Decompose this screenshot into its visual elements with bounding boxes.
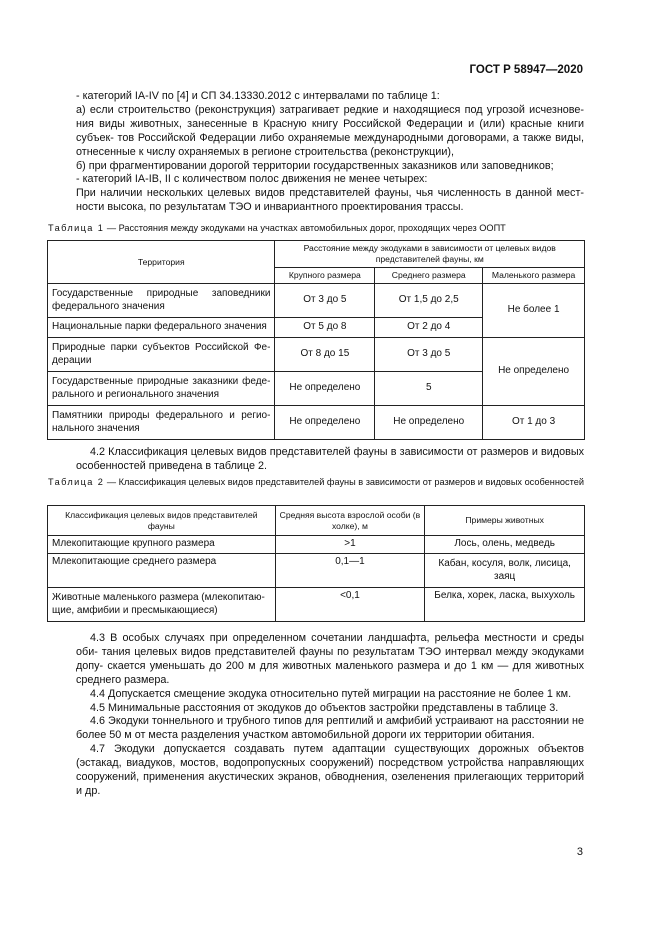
intro-paragraph-4: - категорий IA-IB, II с количеством полос движения не менее четырех: [76, 173, 428, 186]
table2-cell-examples: Белка, хорек, ласка, выхухоль [425, 588, 585, 622]
table2-cell-height: >1 [275, 536, 425, 554]
table1-cell-large: Не определено [275, 372, 375, 406]
table-row [48, 406, 585, 440]
table2-cell-height: <0,1 [275, 588, 425, 622]
table2-cell-height: 0,1—1 [275, 554, 425, 588]
table2-caption [48, 476, 584, 488]
table1-cell-medium: От 2 до 4 [375, 318, 483, 338]
table1-col-territory: Территория [48, 241, 275, 284]
table1-cell-small-merged: Не определено [483, 338, 585, 406]
section-4-4-text: 4.4 Допускается смещение экодука относительно путей миграции на расстояние не более 1 км. [90, 687, 572, 700]
table-row [48, 338, 585, 372]
sections-block [76, 632, 584, 799]
standard-header: ГОСТ Р 58947—2020 [469, 64, 583, 76]
table2-cell-examples: Лось, олень, медведь [425, 536, 585, 554]
table1-col-medium: Среднего размера [375, 268, 483, 284]
table1-cell-medium: 5 [375, 372, 483, 406]
table-2 [47, 505, 585, 622]
table1-cell-large: От 3 до 5 [275, 284, 375, 318]
table2-header-row [48, 506, 585, 536]
table2-cell-examples: Кабан, косуля, волк, лисица, заяц [425, 554, 585, 588]
table1-cell-medium: От 3 до 5 [375, 338, 483, 372]
section-4-3-text: 4.3 В особых случаях при определенном сочетании ландшафта, рельефа местности и среды оби- тания целевых видов представителей фауны по результатам ТЭО интервал между экодуками допу- скается уменьшать до 200 м для животных маленького размера и до 1 км — для животных среднего размера. [76, 632, 584, 686]
table2-caption-text: — Классификация целевых видов представителей фауны в зависимости от размеров и видовых особенностей [104, 477, 584, 487]
table1-caption-label: Таблица 1 [48, 223, 105, 233]
section-4-2 [76, 446, 584, 474]
section-4-7-text: 4.7 Экодуки допускается создавать путем адаптации существующих дорожных объектов (эстакад, виадуков, мостов, водопропускных сооружений) посредством устройства направляющих сооружений, применения акустических экранов, обводнения, озеленения прилегающих территорий и др. [76, 743, 584, 797]
table1-cell-large: От 5 до 8 [275, 318, 375, 338]
table2-col-class: Классификация целевых видов представителей фауны [48, 506, 276, 536]
intro-block [76, 90, 584, 215]
table2-col-examples: Примеры животных [425, 506, 585, 536]
table2-col-height: Средняя высота взрослой особи (в холке), м [275, 506, 425, 536]
table1-col-small: Маленького размера [483, 268, 585, 284]
table1-cell-medium: От 1,5 до 2,5 [375, 284, 483, 318]
table1-header-row [48, 241, 585, 268]
table1-cell-small: От 1 до 3 [483, 406, 585, 440]
table1-cell-territory: Государственные природные заказники феде- рального и регионального значения [48, 372, 275, 406]
table2-cell-class: Животные маленького размера (млекопитаю- щие, амфибии и пресмыкающиеся) [48, 588, 276, 622]
table-1 [47, 240, 585, 440]
table1-cell-territory: Государственные природные заповедники федерального значения [48, 284, 275, 318]
table1-cell-territory: Национальные парки федерального значения [48, 318, 275, 338]
table1-cell-large: Не определено [275, 406, 375, 440]
table-row [48, 536, 585, 554]
table2-cell-class: Млекопитающие крупного размера [48, 536, 276, 554]
table1-col-large: Крупного размера [275, 268, 375, 284]
intro-paragraph-1: - категорий IA-IV по [4] и СП 34.13330.2012 с интервалами по таблице 1: [76, 90, 440, 102]
table1-cell-territory: Памятники природы федерального и регио- нального значения [48, 406, 275, 440]
table2-cell-class: Млекопитающие среднего размера [48, 554, 276, 588]
table1-col-group: Расстояние между экодуками в зависимости от целевых видов представителей фауны, км [275, 241, 585, 268]
table1-cell-small-merged: Не более 1 [483, 284, 585, 338]
section-4-6-text: 4.6 Экодуки тоннельного и трубного типов для рептилий и амфибий устраивают на расстоянии не более 50 м от места разделения участком автомобильной дороги их территории обитания. [76, 715, 584, 742]
intro-paragraph-5: При наличии нескольких целевых видов представителей фауны, чья численность в данной мест- ности высока, по результатам ТЭО и инвариантного проектирования трассы. [76, 187, 584, 214]
section-4-2-text: 4.2 Классификация целевых видов представителей фауны в зависимости от размеров и видовых особенностей приведена в таблице 2. [76, 446, 584, 472]
section-4-5-text: 4.5 Минимальные расстояния от экодуков до объектов застройки представлены в таблице 3. [90, 701, 559, 714]
table1-cell-large: От 8 до 15 [275, 338, 375, 372]
table2-caption-label: Таблица 2 [48, 477, 105, 487]
intro-paragraph-3: б) при фрагментировании дорогой территории государственных заказников или заповедников; [76, 159, 554, 172]
table1-cell-territory: Природные парки субъектов Российской Фе- дерации [48, 338, 275, 372]
table1-caption [48, 222, 584, 234]
page-number: 3 [576, 846, 583, 858]
table-row [48, 588, 585, 622]
table1-cell-medium: Не определено [375, 406, 483, 440]
table1-caption-text: — Расстояния между экодуками на участках автомобильных дорог, проходящих через ООПТ [104, 223, 506, 233]
table-row [48, 284, 585, 318]
table-row [48, 554, 585, 588]
intro-paragraph-2: а) если строительство (реконструкция) затрагивает редкие и находящиеся под угрозой исчезнове- ния виды животных, занесенные в Красную книгу Российской Федерации и (или) красные книги субъек- тов Российской Федерации либо охраняемые международными договорами, а также виды, отнесенные к числу охраняемых в регионе строительства (реконструкции), [76, 103, 584, 158]
